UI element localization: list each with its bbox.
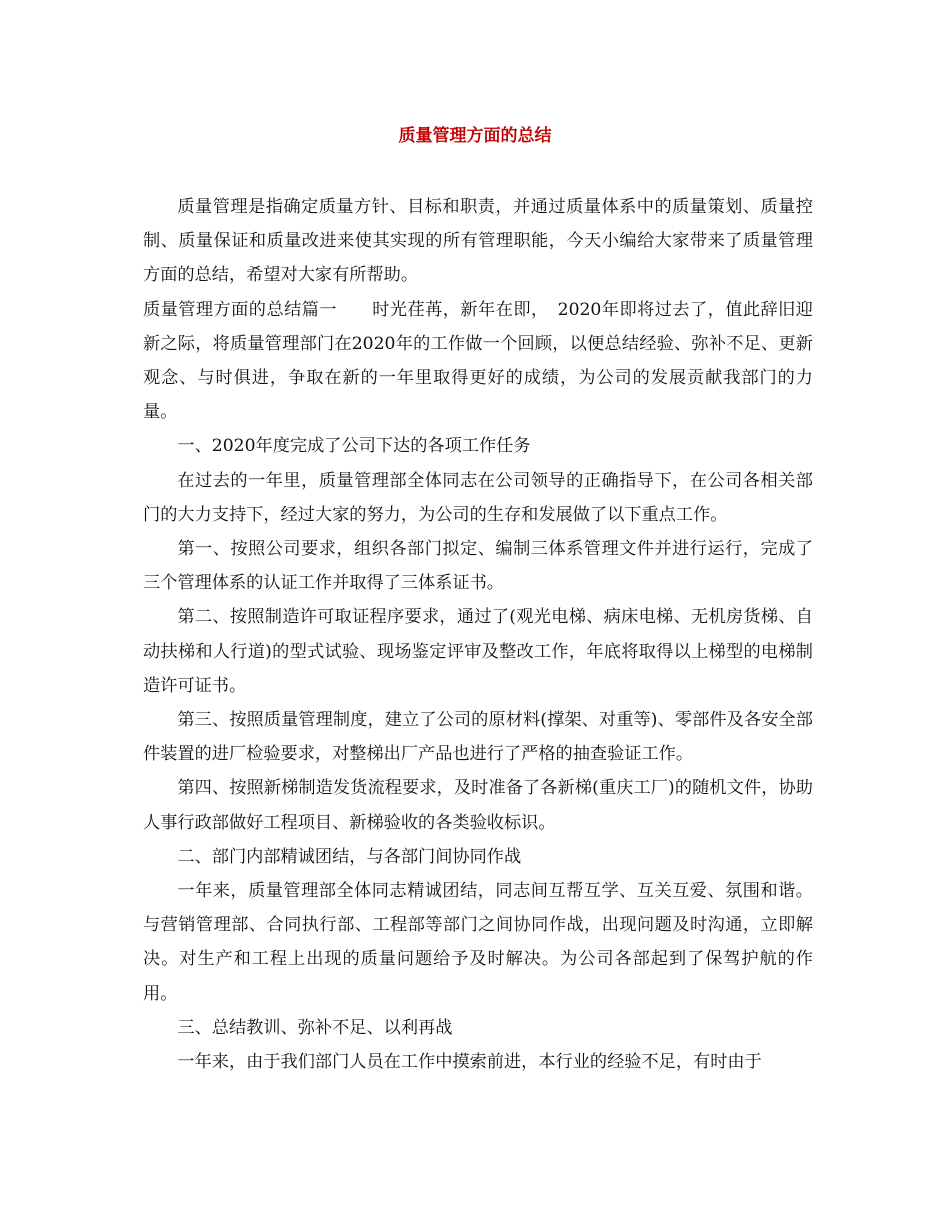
paragraph-part-one-opening: 质量管理方面的总结篇一 时光荏苒，新年在即， 2020年即将过去了，值此辞旧迎新之际，将质量管理部门在2020年的工作做一个回顾，以便总结经验、弥补不足、更新观念、与时俱进，争取在新的一年里取得更好的成绩，为公司的发展贡献我部门的力量。: [143, 299, 813, 423]
section-heading-3: 三、总结教训、弥补不足、以利再战: [177, 1017, 453, 1038]
paragraph-lessons: 一年来，由于我们部门人员在工作中摸索前进，本行业的经验不足，有时由于: [177, 1052, 762, 1073]
section-heading-1: 一、2020年度完成了公司下达的各项工作任务: [177, 436, 531, 457]
paragraph-item-3: 第三、按照质量管理制度，建立了公司的原材料(撑架、对重等)、零部件及各安全部件装置的进厂检验要求，对整梯出厂产品也进行了严格的抽查验证工作。: [143, 710, 813, 765]
paragraph-item-4: 第四、按照新梯制造发货流程要求，及时准备了各新梯(重庆工厂)的随机文件，协助人事行政部做好工程项目、新梯验收的各类验收标识。: [143, 778, 813, 833]
document-body: [143, 190, 813, 1079]
document-title: 质量管理方面的总结: [398, 126, 552, 146]
paragraph-item-1: 第一、按照公司要求，组织各部门拟定、编制三体系管理文件并进行运行，完成了三个管理体系的认证工作并取得了三体系证书。: [143, 539, 813, 594]
paragraph-intro: 质量管理是指确定质量方针、目标和职责，并通过质量体系中的质量策划、质量控制、质量保证和质量改进来使其实现的所有管理职能，今天小编给大家带来了质量管理方面的总结，希望对大家有所帮助。: [143, 197, 813, 286]
section-heading-2: 二、部门内部精诚团结，与各部门间协同作战: [177, 846, 522, 867]
paragraph-teamwork: 一年来，质量管理部全体同志精诚团结，同志间互帮互学、互关互爱、氛围和谐。与营销管理部、合同执行部、工程部等部门之间协同作战，出现问题及时沟通，立即解决。对生产和工程上出现的质量问题给予及时解决。为公司各部起到了保驾护航的作用。: [143, 881, 813, 1004]
paragraph-item-2: 第二、按照制造许可取证程序要求，通过了(观光电梯、病床电梯、无机房货梯、自动扶梯和人行道)的型式试验、现场鉴定评审及整改工作，年底将取得以上梯型的电梯制造许可证书。: [143, 607, 813, 696]
paragraph-overview: 在过去的一年里，质量管理部全体同志在公司领导的正确指导下，在公司各相关部门的大力支持下，经过大家的努力，为公司的生存和发展做了以下重点工作。: [143, 470, 813, 525]
